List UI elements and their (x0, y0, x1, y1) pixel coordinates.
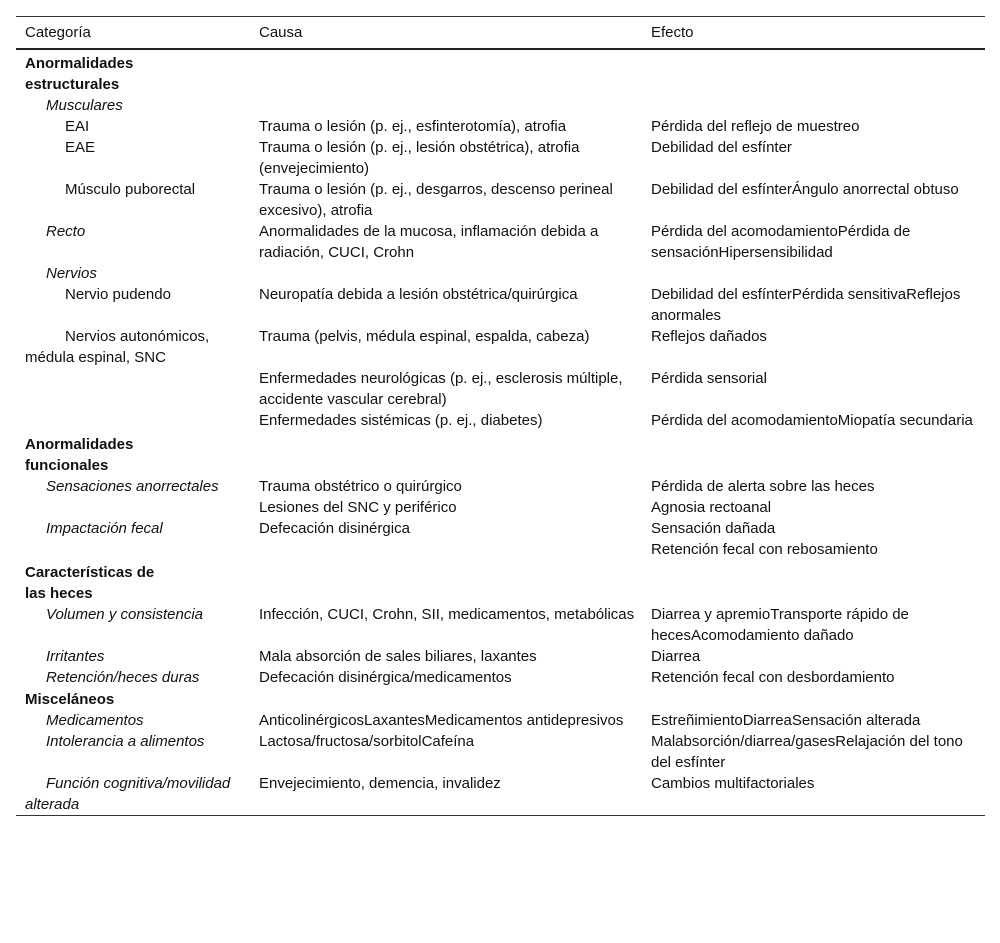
row-effect: Sensación dañada (651, 520, 776, 537)
table-row (16, 560, 985, 604)
table-row (16, 773, 985, 815)
row-category: Intolerancia a alimentos (46, 733, 205, 750)
row-cause: Anormalidades de la mucosa, inflamación debida a radiación, CUCI, Crohn (259, 223, 599, 261)
row-effect: EstreñimientoDiarreaSensación alterada (651, 712, 921, 729)
header-category: Categoría (25, 23, 91, 41)
table-row (16, 731, 985, 773)
table-row (16, 410, 985, 431)
row-category: EAI (65, 118, 90, 135)
row-effect: Pérdida del acomodamientoMiopatía secundaria (651, 412, 973, 429)
table-row (16, 179, 985, 221)
row-cause: Enfermedades sistémicas (p. ej., diabetes) (259, 412, 543, 429)
row-effect: Pérdida de alerta sobre las heces (651, 478, 875, 495)
row-category: Nervio pudendo (65, 286, 171, 303)
header-cause: Causa (259, 23, 303, 41)
table-row (16, 688, 985, 710)
table-row (16, 137, 985, 179)
row-effect: Malabsorción/diarrea/gasesRelajación del tono del esfínter (651, 733, 963, 771)
row-cause: Trauma o lesión (p. ej., lesión obstétrica), atrofia (envejecimiento) (259, 139, 580, 177)
row-cause: Infección, CUCI, Crohn, SII, medicamentos, metabólicas (259, 606, 635, 623)
row-cause: AnticolinérgicosLaxantesMedicamentos antidepresivos (259, 712, 624, 729)
row-category: Musculares (46, 97, 123, 114)
table-row (16, 263, 985, 284)
row-category: Misceláneos (25, 691, 115, 708)
row-cause: Trauma o lesión (p. ej., desgarros, descenso perineal excesivo), atrofia (259, 181, 613, 219)
row-effect: Retención fecal con desbordamiento (651, 669, 895, 686)
table-row (16, 476, 985, 497)
row-effect: Pérdida sensorial (651, 370, 767, 387)
table-row (16, 221, 985, 263)
row-effect: Diarrea (651, 648, 701, 665)
row-cause: Lactosa/fructosa/sorbitolCafeína (259, 733, 475, 750)
table-row (16, 116, 985, 137)
row-category: Anormalidades funcionales (25, 436, 134, 474)
row-category: Medicamentos (46, 712, 144, 729)
row-category: EAE (65, 139, 96, 156)
row-effect: Cambios multifactoriales (651, 775, 815, 792)
table-header-row (16, 17, 985, 48)
row-cause: Trauma obstétrico o quirúrgico (259, 478, 462, 495)
table-row (16, 368, 985, 410)
table-row (16, 710, 985, 731)
table-row (16, 326, 985, 368)
row-cause: Neuropatía debida a lesión obstétrica/quirúrgica (259, 286, 578, 303)
etiology-table (16, 16, 985, 816)
row-cause: Defecación disinérgica/medicamentos (259, 669, 512, 686)
table-row (16, 518, 985, 539)
row-cause: Trauma (pelvis, médula espinal, espalda, cabeza) (259, 328, 590, 345)
row-category: Sensaciones anorrectales (46, 478, 219, 495)
row-category: Características de las heces (25, 564, 155, 602)
row-effect: Debilidad del esfínter (651, 139, 792, 156)
table-row (16, 95, 985, 116)
row-effect: Debilidad del esfínterÁngulo anorrectal obtuso (651, 181, 959, 198)
row-cause: Mala absorción de sales biliares, laxantes (259, 648, 537, 665)
table-bottom-rule (16, 815, 985, 816)
table-row (16, 604, 985, 646)
row-effect: Agnosia rectoanal (651, 499, 772, 516)
row-effect: Pérdida del reflejo de muestreo (651, 118, 860, 135)
row-category: Recto (46, 223, 86, 240)
row-category: Anormalidades estructurales (25, 55, 134, 93)
row-category: Impactación fecal (46, 520, 163, 537)
row-category: Nervios autonómicos, médula espinal, SNC (25, 328, 210, 366)
row-category: Volumen y consistencia (46, 606, 204, 623)
table-row (16, 539, 985, 560)
row-cause: Trauma o lesión (p. ej., esfinterotomía), atrofia (259, 118, 567, 135)
row-effect: Debilidad del esfínterPérdida sensitivaReflejos anormales (651, 286, 961, 324)
row-category: Nervios (46, 265, 97, 282)
row-effect: Pérdida del acomodamientoPérdida de sensaciónHipersensibilidad (651, 223, 911, 261)
table-row (16, 497, 985, 518)
row-cause: Defecación disinérgica (259, 520, 410, 537)
row-cause: Envejecimiento, demencia, invalidez (259, 775, 501, 792)
table-row (16, 431, 985, 476)
row-category: Irritantes (46, 648, 105, 665)
row-category: Función cognitiva/movilidad alterada (25, 775, 231, 813)
table-body (16, 50, 985, 815)
table-row (16, 50, 985, 95)
row-cause: Lesiones del SNC y periférico (259, 499, 457, 516)
row-category: Retención/heces duras (46, 669, 200, 686)
row-effect: Diarrea y apremioTransporte rápido de hecesAcomodamiento dañado (651, 606, 909, 644)
row-effect: Reflejos dañados (651, 328, 767, 345)
table-row (16, 646, 985, 667)
row-effect: Retención fecal con rebosamiento (651, 541, 878, 558)
table-row (16, 284, 985, 326)
row-category: Músculo puborectal (65, 181, 196, 198)
table-row (16, 667, 985, 688)
header-effect: Efecto (651, 23, 694, 41)
row-cause: Enfermedades neurológicas (p. ej., esclerosis múltiple, accidente vascular cerebral) (259, 370, 623, 408)
